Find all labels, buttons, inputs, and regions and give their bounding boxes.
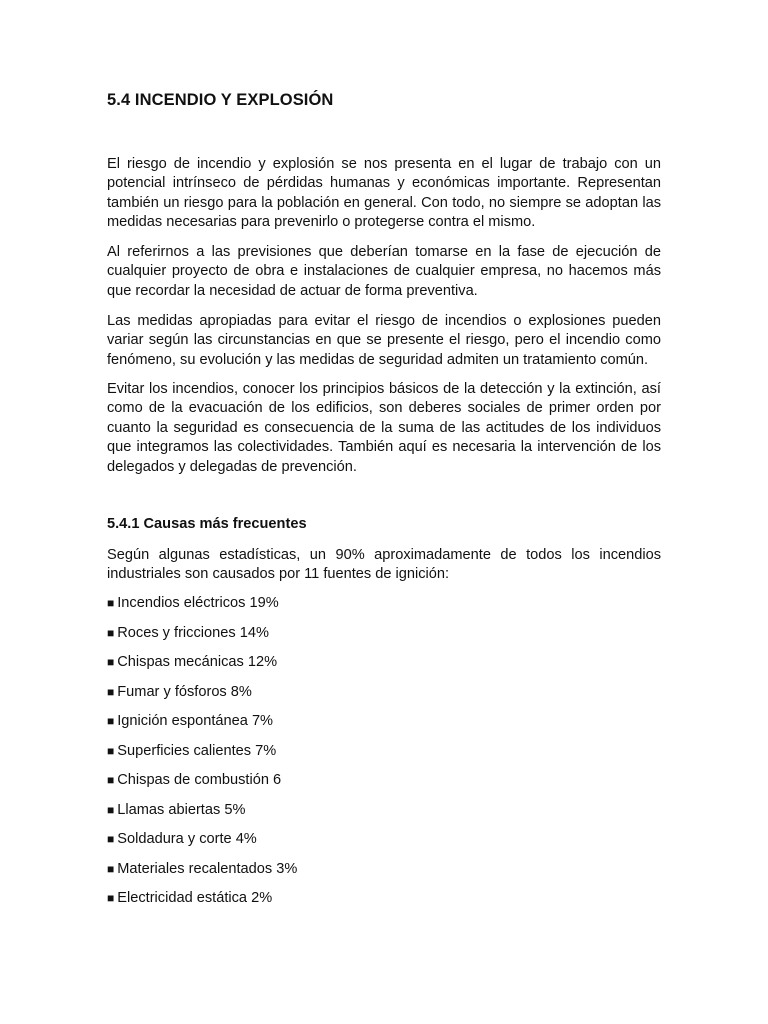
list-item-text: Ignición espontánea 7% [117, 713, 274, 729]
bullet-square-icon: ■ [107, 743, 115, 758]
list-item-text: Electricidad estática 2% [117, 890, 273, 906]
bullet-square-icon: ■ [107, 773, 115, 787]
bullet-square-icon: ■ [107, 596, 115, 610]
bullet-square-icon: ■ [107, 802, 115, 817]
bullet-square-icon: ■ [107, 891, 115, 905]
list-item [107, 889, 297, 919]
section-title: 5.4 INCENDIO Y EXPLOSIÓN [107, 91, 334, 109]
list-item-text: Fumar y fósforos 8% [117, 683, 252, 700]
list-item-text: Roces y fricciones 14% [117, 624, 269, 641]
list-item-text: Materiales recalentados 3% [117, 860, 298, 877]
bullet-square-icon: ■ [107, 861, 115, 876]
list-item-text: Llamas abiertas 5% [117, 801, 246, 818]
list-item-text: Superficies calientes 7% [117, 742, 277, 759]
list-item [107, 830, 297, 860]
paragraph-previsiones: Al referirnos a las previsiones que deberían tomarse en la fase de ejecución de cualquier proyecto de obra e instalaciones de cualquier empresa, no hacemos más que recordar la necesidad de actuar de forma preventiva. [107, 244, 661, 299]
list-item [107, 683, 297, 713]
list-item-text: Soldadura y corte 4% [117, 831, 257, 847]
list-item [107, 860, 297, 890]
paragraph-medidas: Las medidas apropiadas para evitar el riesgo de incendios o explosiones pueden variar según las circunstancias en que se presente el riesgo, pero el incendio como fenómeno, su evolución y las medidas de seguridad admiten un tratamiento común. [107, 313, 661, 368]
list-item [107, 624, 297, 654]
bullet-square-icon: ■ [107, 684, 115, 699]
paragraph-intro: El riesgo de incendio y explosión se nos presenta en el lugar de trabajo con un potencial intrínseco de pérdidas humanas y económicas importante. Representan también un riesgo para la población en general. Con todo, no siempre se adoptan las medidas necesarias para prevenirlo o protegerse contra el mismo. [107, 156, 661, 231]
list-item [107, 801, 297, 831]
list-item [107, 653, 297, 683]
subsection-intro: Según algunas estadísticas, un 90% aproximadamente de todos los incendios industriales son causados por 11 fuentes de ignición: [107, 547, 661, 583]
list-item [107, 712, 297, 742]
bullet-square-icon: ■ [107, 655, 115, 669]
list-item-text: Chispas mecánicas 12% [117, 654, 278, 670]
list-item [107, 594, 297, 624]
bullet-square-icon: ■ [107, 832, 115, 846]
list-item-text: Chispas de combustión 6 [117, 772, 282, 788]
paragraph-evitar: Evitar los incendios, conocer los principios básicos de la detección y la extinción, así como de la evacuación de los edificios, son deberes sociales de primer orden por cuanto la seguridad es consecuencia de la suma de las actitudes de los individuos que integramos las colectividades. También aquí es necesaria la intervención de los delegados y delegadas de prevención. [107, 381, 661, 475]
bullet-square-icon: ■ [107, 714, 115, 728]
list-item-text: Incendios eléctricos 19% [117, 595, 279, 611]
bullet-square-icon: ■ [107, 625, 115, 640]
subsection-title: 5.4.1 Causas más frecuentes [107, 516, 307, 532]
ignition-sources-list [107, 594, 297, 919]
list-item [107, 771, 297, 801]
list-item [107, 742, 297, 772]
